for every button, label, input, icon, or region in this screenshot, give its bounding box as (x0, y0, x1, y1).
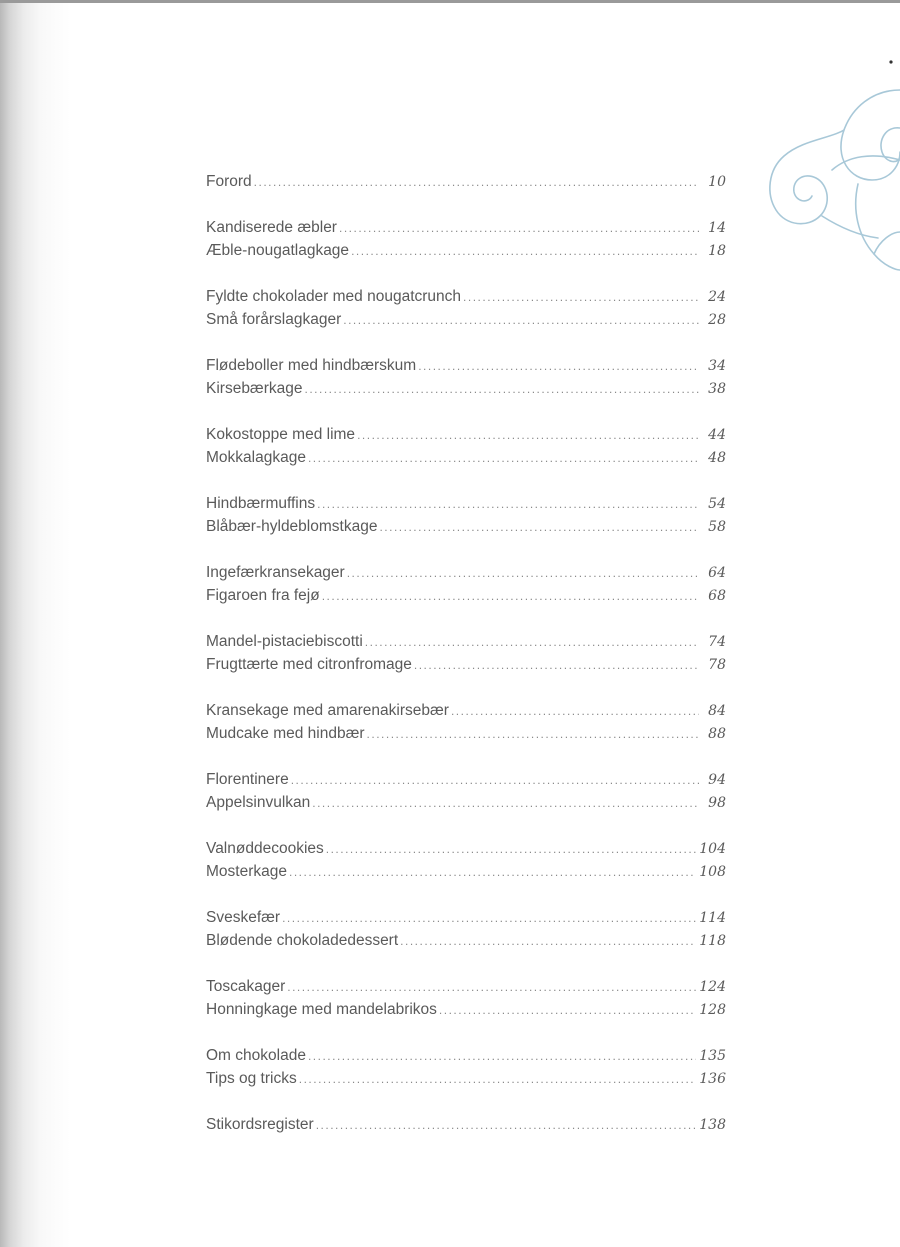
entry-title: Æble-nougatlagkage (206, 242, 350, 259)
toc-entry (206, 377, 726, 400)
toc-entry (206, 630, 726, 653)
page-number: 14 (708, 220, 726, 236)
toc-group (206, 492, 726, 538)
toc-entry (206, 768, 726, 791)
entry-title: Sveskefær (206, 909, 281, 926)
page-number: 138 (699, 1117, 726, 1133)
toc-entry (206, 1067, 726, 1090)
page-number: 58 (708, 519, 726, 535)
dot-leader (367, 723, 699, 746)
toc-group (206, 423, 726, 469)
dot-leader (339, 217, 699, 240)
dot-leader (287, 976, 696, 999)
entry-title: Kransekage med amarenakirsebær (206, 702, 449, 719)
toc-entry (206, 998, 726, 1021)
page-number: 136 (699, 1071, 726, 1087)
page-number: 74 (708, 634, 726, 650)
entry-title: Ingefærkransekager (206, 564, 345, 581)
dot-leader (291, 769, 699, 792)
dot-leader (308, 1045, 696, 1068)
dot-leader (305, 378, 700, 401)
page-number: 38 (708, 381, 726, 397)
dot-leader (317, 493, 699, 516)
dot-leader (254, 171, 699, 194)
page-number: 10 (708, 174, 726, 190)
entry-title: Små forårslagkager (206, 311, 342, 328)
dot-leader (439, 999, 696, 1022)
toc-entry (206, 699, 726, 722)
entry-title: Frugttærte med citronfromage (206, 656, 412, 673)
toc-entry (206, 1044, 726, 1067)
page-number: 64 (708, 565, 726, 581)
toc-entry (206, 584, 726, 607)
dot-leader (357, 424, 699, 447)
page-number: 78 (708, 657, 726, 673)
toc-entry (206, 791, 726, 814)
entry-title: Forord (206, 173, 252, 190)
toc-group (206, 1113, 726, 1136)
toc-entry (206, 423, 726, 446)
toc-group (206, 216, 726, 262)
page-number: 114 (699, 910, 726, 926)
toc-group (206, 906, 726, 952)
toc-entry (206, 906, 726, 929)
toc-entry (206, 170, 726, 193)
dot-leader (351, 240, 699, 263)
toc-entry (206, 216, 726, 239)
toc-entry (206, 492, 726, 515)
entry-title: Stikordsregister (206, 1116, 314, 1133)
dot-leader (316, 1114, 697, 1137)
entry-title: Kokostoppe med lime (206, 426, 356, 443)
entry-title: Honningkage med mandelabrikos (206, 1001, 437, 1018)
toc-entry (206, 1113, 726, 1136)
dot-leader (312, 792, 699, 815)
dot-leader (308, 447, 699, 470)
entry-title: Tips og tricks (206, 1070, 297, 1087)
dot-leader (347, 562, 699, 585)
table-of-contents (206, 170, 726, 1159)
toc-entry (206, 975, 726, 998)
entry-title: Fyldte chokolader med nougatcrunch (206, 288, 462, 305)
page-number: 84 (708, 703, 726, 719)
toc-group (206, 170, 726, 193)
toc-group (206, 837, 726, 883)
toc-entry (206, 722, 726, 745)
toc-entry (206, 837, 726, 860)
dot-leader (418, 355, 699, 378)
page-number: 28 (708, 312, 726, 328)
entry-title: Blåbær-hyldeblomstkage (206, 518, 378, 535)
dot-leader (463, 286, 699, 309)
entry-title: Florentinere (206, 771, 289, 788)
entry-title: Flødeboller med hindbærskum (206, 357, 417, 374)
toc-entry (206, 446, 726, 469)
swirl-ornament (762, 60, 900, 275)
toc-entry (206, 354, 726, 377)
page-number: 98 (708, 795, 726, 811)
toc-group (206, 561, 726, 607)
dot-leader (326, 838, 697, 861)
page-number: 18 (708, 243, 726, 259)
dot-leader (400, 930, 696, 953)
page-top-edge (0, 0, 900, 3)
toc-entry (206, 515, 726, 538)
page-number: 104 (699, 841, 726, 857)
entry-title: Mudcake med hindbær (206, 725, 365, 742)
toc-entry (206, 239, 726, 262)
page-number: 44 (708, 427, 726, 443)
page-number: 128 (699, 1002, 726, 1018)
entry-title: Kandiserede æbler (206, 219, 337, 236)
dot-leader (365, 631, 699, 654)
toc-entry (206, 860, 726, 883)
dot-leader (282, 907, 696, 930)
entry-title: Om chokolade (206, 1047, 306, 1064)
entry-title: Toscakager (206, 978, 286, 995)
page-number: 34 (708, 358, 726, 374)
page-number: 48 (708, 450, 726, 466)
toc-entry (206, 929, 726, 952)
entry-title: Mosterkage (206, 863, 287, 880)
page-number: 54 (708, 496, 726, 512)
toc-group (206, 975, 726, 1021)
dot-leader (289, 861, 696, 884)
dot-leader (379, 516, 699, 539)
toc-group (206, 699, 726, 745)
page-number: 118 (699, 933, 726, 949)
dot-leader (322, 585, 699, 608)
toc-entry (206, 561, 726, 584)
entry-title: Figaroen fra fejø (206, 587, 320, 604)
page-number: 68 (708, 588, 726, 604)
dot-leader (451, 700, 699, 723)
toc-entry (206, 308, 726, 331)
toc-group (206, 768, 726, 814)
dot-leader (343, 309, 699, 332)
page-number: 124 (699, 979, 726, 995)
entry-title: Valnøddecookies (206, 840, 324, 857)
toc-entry (206, 653, 726, 676)
page-number: 108 (699, 864, 726, 880)
toc-group (206, 354, 726, 400)
page-number: 135 (699, 1048, 726, 1064)
dot-leader (299, 1068, 697, 1091)
entry-title: Mandel-pistaciebiscotti (206, 633, 363, 650)
entry-title: Appelsinvulkan (206, 794, 311, 811)
page-number: 24 (708, 289, 726, 305)
entry-title: Hindbærmuffins (206, 495, 316, 512)
toc-group (206, 630, 726, 676)
toc-group (206, 1044, 726, 1090)
entry-title: Kirsebærkage (206, 380, 303, 397)
entry-title: Mokkalagkage (206, 449, 306, 466)
toc-group (206, 285, 726, 331)
toc-entry (206, 285, 726, 308)
page-number: 94 (708, 772, 726, 788)
dot-leader (414, 654, 699, 677)
page-number: 88 (708, 726, 726, 742)
entry-title: Blødende chokoladedessert (206, 932, 399, 949)
